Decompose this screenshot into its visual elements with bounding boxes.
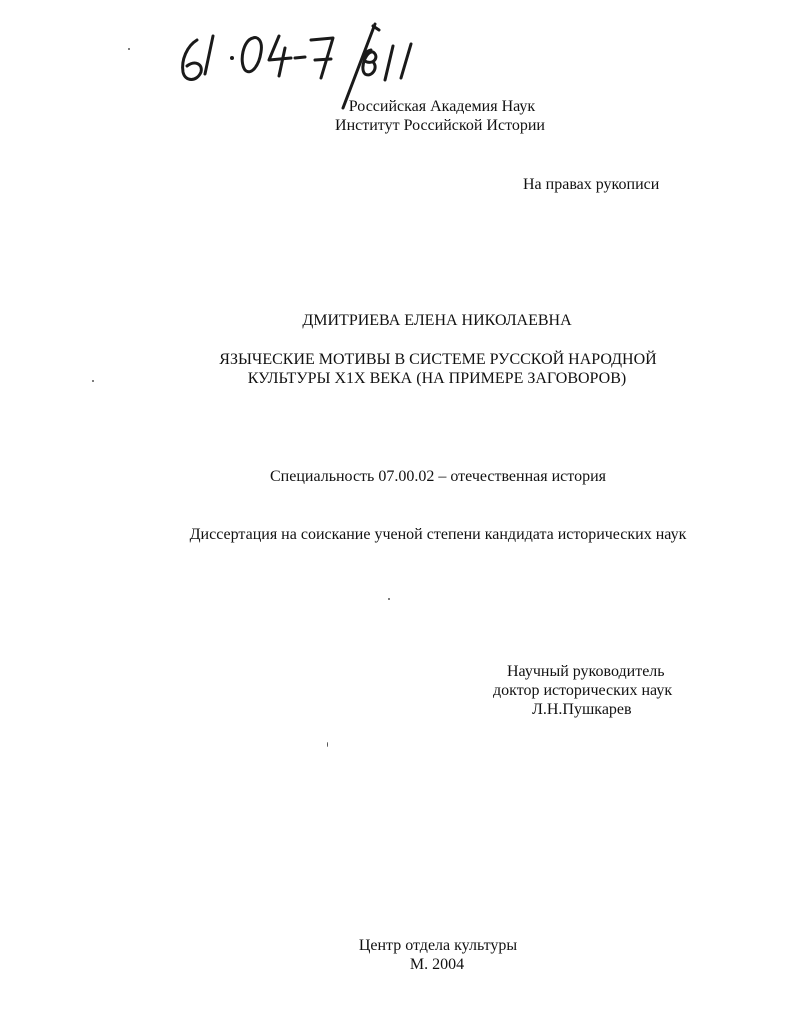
publisher-line: Центр отдела культуры	[358, 937, 518, 954]
supervisor-role: Научный руководитель	[507, 663, 665, 680]
institute-name: Институт Российской Истории	[335, 117, 545, 134]
institution-name: Российская Академия Наук	[348, 98, 536, 115]
scan-speck	[388, 598, 390, 600]
scan-speck	[92, 380, 94, 382]
specialty-line: Специальность 07.00.02 – отечественная история	[270, 468, 606, 485]
manuscript-rights-label: На правах рукописи	[523, 176, 660, 193]
scan-speck	[327, 742, 328, 747]
city-year-line: М. 2004	[409, 956, 465, 973]
scan-speck	[128, 48, 130, 50]
dissertation-title-line1: ЯЗЫЧЕСКИЕ МОТИВЫ В СИСТЕМЕ РУССКОЙ НАРОДНОЙ	[219, 351, 657, 368]
supervisor-degree: доктор исторических наук	[493, 682, 673, 699]
degree-line: Диссертация на соискание ученой степени кандидата исторических наук	[189, 526, 687, 543]
supervisor-name: Л.Н.Пушкарев	[532, 701, 632, 718]
author-name: ДМИТРИЕВА ЕЛЕНА НИКОЛАЕВНА	[302, 312, 572, 329]
dissertation-title-line2: КУЛЬТУРЫ X1X ВЕКА (НА ПРИМЕРЕ ЗАГОВОРОВ)	[247, 370, 627, 387]
